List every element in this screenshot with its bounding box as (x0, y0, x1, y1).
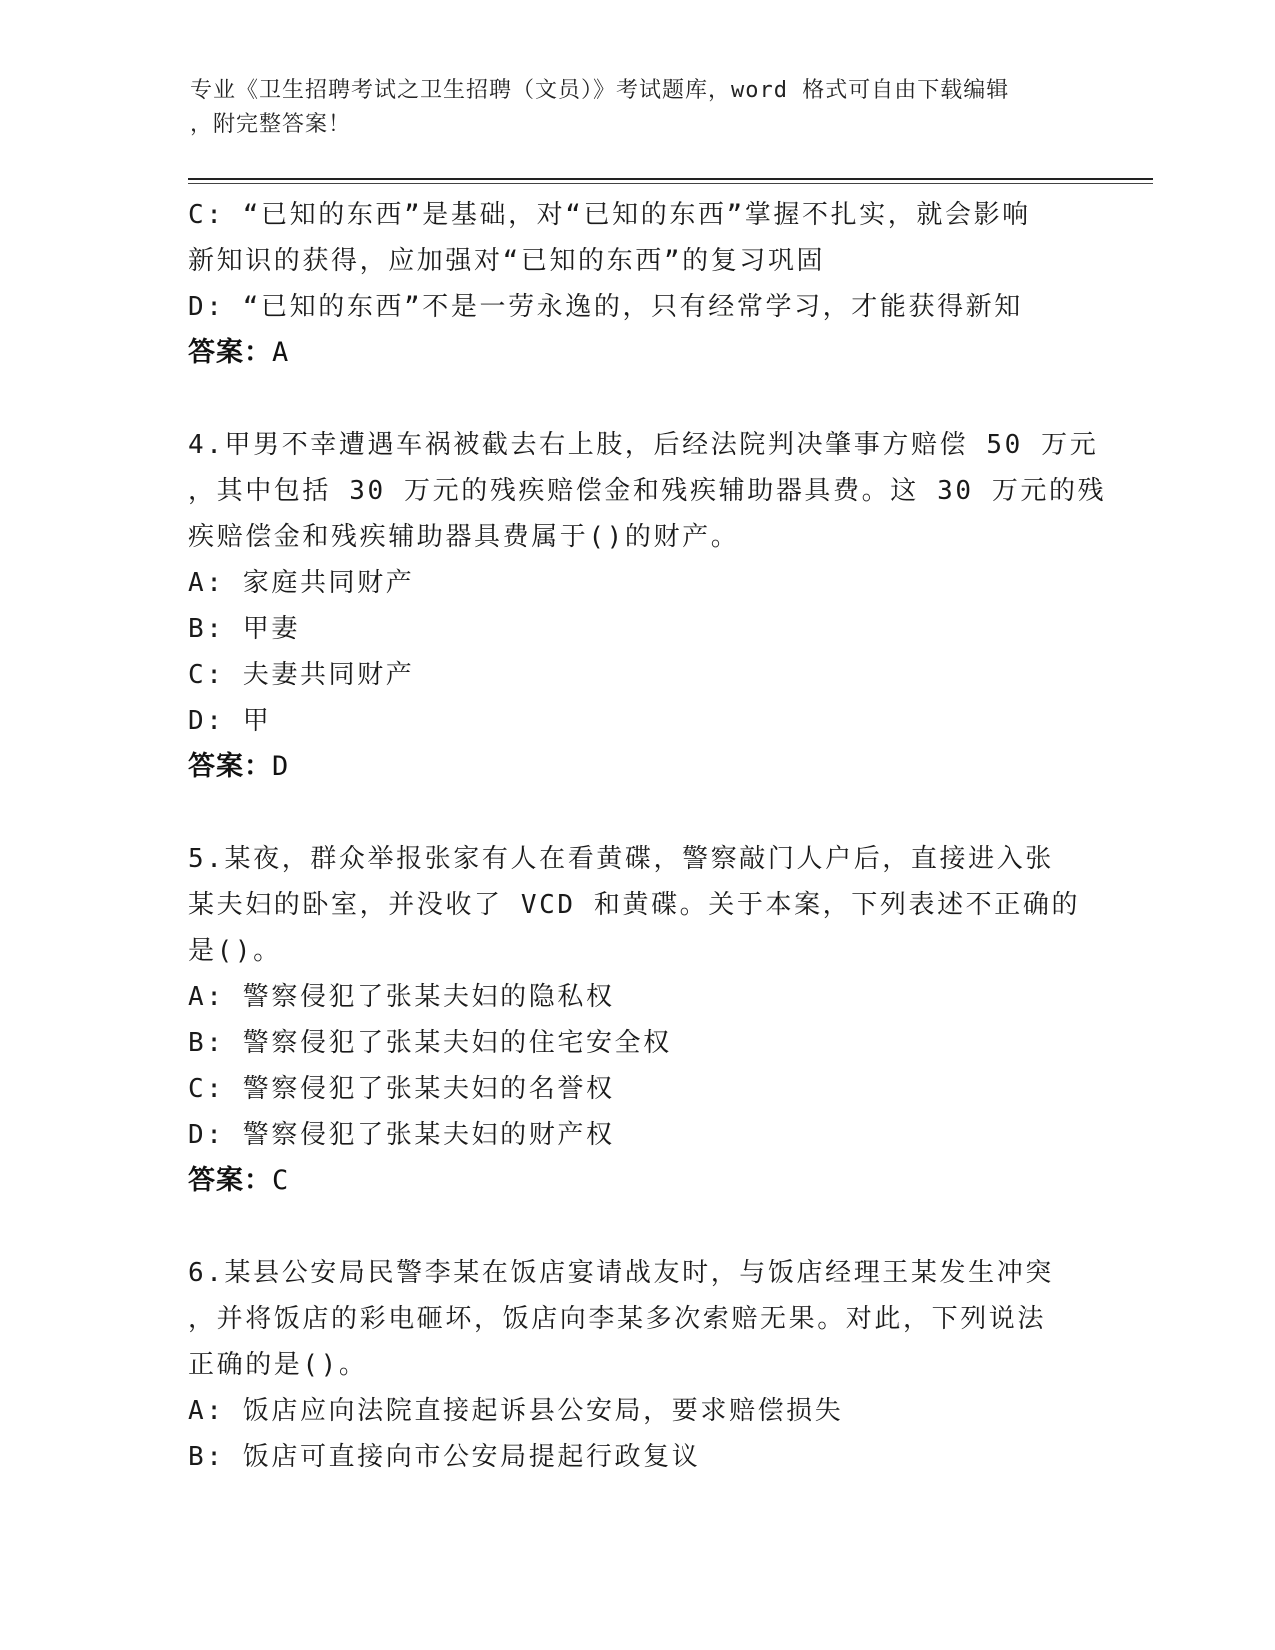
q5-stem-line-3: 是()。 (188, 936, 282, 966)
spacer (188, 376, 1088, 422)
q4-stem-line-2: ，其中包括 30 万元的残疾赔偿金和残疾辅助器具费。这 30 万元的残 (188, 476, 1107, 506)
q3-answer (188, 330, 1088, 376)
q4-option-b: B: 甲妻 (188, 614, 300, 644)
header-title-line-1: 专业《卫生招聘考试之卫生招聘（文员）》考试题库，word 格式可自由下载编辑 (190, 78, 1010, 103)
q4-answer-label: 答案： (188, 751, 272, 782)
spacer (188, 1204, 1088, 1250)
q5-option-a: A: 警察侵犯了张某夫妇的隐私权 (188, 982, 615, 1012)
spacer (188, 790, 1088, 836)
q6-option-b: B: 饭店可直接向市公安局提起行政复议 (188, 1442, 701, 1472)
header-divider-thin (188, 183, 1153, 184)
q5-answer-value: C (272, 1165, 290, 1196)
q5-option-c: C: 警察侵犯了张某夫妇的名誉权 (188, 1074, 615, 1104)
q4-answer (188, 744, 1088, 790)
question-6 (188, 1250, 1088, 1480)
q3-option-c-line-2: 新知识的获得，应加强对“已知的东西”的复习巩固 (188, 246, 826, 276)
q6-option-a: A: 饭店应向法院直接起诉县公安局，要求赔偿损失 (188, 1396, 844, 1426)
q4-option-c: C: 夫妻共同财产 (188, 660, 415, 690)
question-3-tail (188, 192, 1088, 376)
q3-answer-value: A (272, 337, 290, 368)
q3-option-d: D: “已知的东西”不是一劳永逸的，只有经常学习，才能获得新知 (188, 292, 1023, 322)
q5-option-b: B: 警察侵犯了张某夫妇的住宅安全权 (188, 1028, 672, 1058)
header-title-line-2: ，附完整答案！ (190, 112, 352, 137)
q5-stem-line-2: 某夫妇的卧室，并没收了 VCD 和黄碟。关于本案，下列表述不正确的 (188, 890, 1081, 920)
q5-answer (188, 1158, 1088, 1204)
q5-stem-line-1: 5.某夜，群众举报张家有人在看黄碟，警察敲门人户后，直接进入张 (188, 844, 1054, 874)
q4-option-a: A: 家庭共同财产 (188, 568, 415, 598)
question-content (188, 192, 1107, 1480)
q6-stem-line-1: 6.某县公安局民警李某在饭店宴请战友时，与饭店经理王某发生冲突 (188, 1258, 1054, 1288)
q5-option-d: D: 警察侵犯了张某夫妇的财产权 (188, 1120, 615, 1150)
q4-stem-line-3: 疾赔偿金和残疾辅助器具费属于()的财产。 (188, 522, 740, 552)
question-4 (188, 422, 1107, 790)
q4-stem-line-1: 4.甲男不幸遭遇车祸被截去右上肢，后经法院判决肇事方赔偿 50 万元 (188, 430, 1099, 460)
header-divider-thick (188, 178, 1153, 180)
q6-stem-line-3: 正确的是()。 (188, 1350, 368, 1380)
q3-option-c-line-1: C: “已知的东西”是基础，对“已知的东西”掌握不扎实，就会影响 (188, 200, 1031, 230)
question-5 (188, 836, 1088, 1204)
q4-answer-value: D (272, 751, 290, 782)
q5-answer-label: 答案： (188, 1165, 272, 1196)
page-header (190, 74, 1070, 142)
q3-answer-label: 答案： (188, 337, 272, 368)
q6-stem-line-2: ，并将饭店的彩电砸坏，饭店向李某多次索赔无果。对此，下列说法 (188, 1304, 1047, 1334)
q4-option-d: D: 甲 (188, 706, 272, 736)
